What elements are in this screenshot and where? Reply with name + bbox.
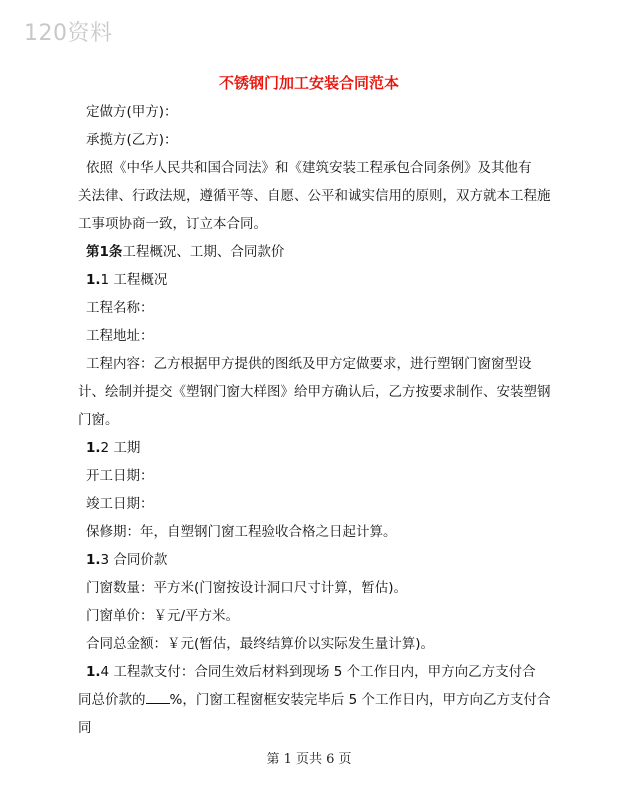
section-1-3-title: 3 合同价款 [100, 552, 168, 568]
clause-1-number: 第1条 [86, 244, 123, 260]
project-content-line-1: 工程内容：乙方根据甲方提供的图纸及甲方定做要求，进行塑钢门窗窗型设 [86, 356, 532, 372]
document-body [78, 98, 560, 742]
start-date-line: 开工日期： [86, 468, 154, 484]
watermark-logo: 120资料 [24, 21, 113, 46]
page-footer: 第 1 页共 6 页 [266, 752, 352, 767]
section-1-2-number: 1. [86, 440, 101, 456]
section-1-4-line-2-end: %，门窗工程窗框安装完毕后 5 个工作日内，甲方向乙方支付合同 [78, 692, 551, 736]
section-1-1-title: 1 工程概况 [100, 272, 168, 288]
preamble-line-3: 工事项协商一致，订立本合同。 [78, 216, 267, 232]
section-1-2-heading [86, 434, 560, 462]
section-1-4-line-2-start: 同总价款的 [78, 692, 146, 708]
project-content-line-3: 门窗。 [78, 412, 119, 428]
project-address-line: 工程地址： [86, 328, 154, 344]
section-1-2-title: 2 工期 [100, 440, 141, 456]
clause-1-heading [86, 238, 560, 266]
project-name-line: 工程名称： [86, 300, 154, 316]
section-1-1-heading [86, 266, 560, 294]
party-b-line: 承揽方(乙方)： [86, 132, 178, 148]
document-title: 不锈钢门加工安装合同范本 [218, 74, 399, 92]
percentage-blank [146, 689, 170, 704]
party-a-line: 定做方(甲方)： [86, 104, 178, 120]
preamble-line-1: 依照《中华人民共和国合同法》和《建筑安装工程承包合同条例》及其他有 [86, 160, 532, 176]
section-1-4-number: 1. [86, 664, 101, 680]
section-1-4-text: 4 工程款支付：合同生效后材料到现场 5 个工作日内，甲方向乙方支付合 [100, 664, 536, 680]
section-1-4-line-2 [78, 686, 560, 742]
preamble-line-2: 关法律、行政法规，遵循平等、自愿、公平和诚实信用的原则，双方就本工程施 [78, 188, 551, 204]
end-date-line: 竣工日期： [86, 496, 154, 512]
clause-1-title: 工程概况、工期、合同款价 [122, 244, 285, 260]
section-1-4-line-1 [86, 658, 560, 686]
section-1-3-number: 1. [86, 552, 101, 568]
warranty-line: 保修期：年，自塑钢门窗工程验收合格之日起计算。 [86, 524, 397, 540]
contract-total-line: 合同总金额：￥元(暂估，最终结算价以实际发生量计算)。 [86, 636, 435, 652]
window-quantity-line: 门窗数量：平方米(门窗按设计洞口尺寸计算，暂估)。 [86, 580, 408, 596]
section-1-1-number: 1. [86, 272, 101, 288]
section-1-3-heading [86, 546, 560, 574]
project-content-line-2: 计、绘制并提交《塑钢门窗大样图》给甲方确认后，乙方按要求制作、安装塑钢 [78, 384, 551, 400]
window-unit-price-line: 门窗单价：￥元/平方米。 [86, 608, 240, 624]
